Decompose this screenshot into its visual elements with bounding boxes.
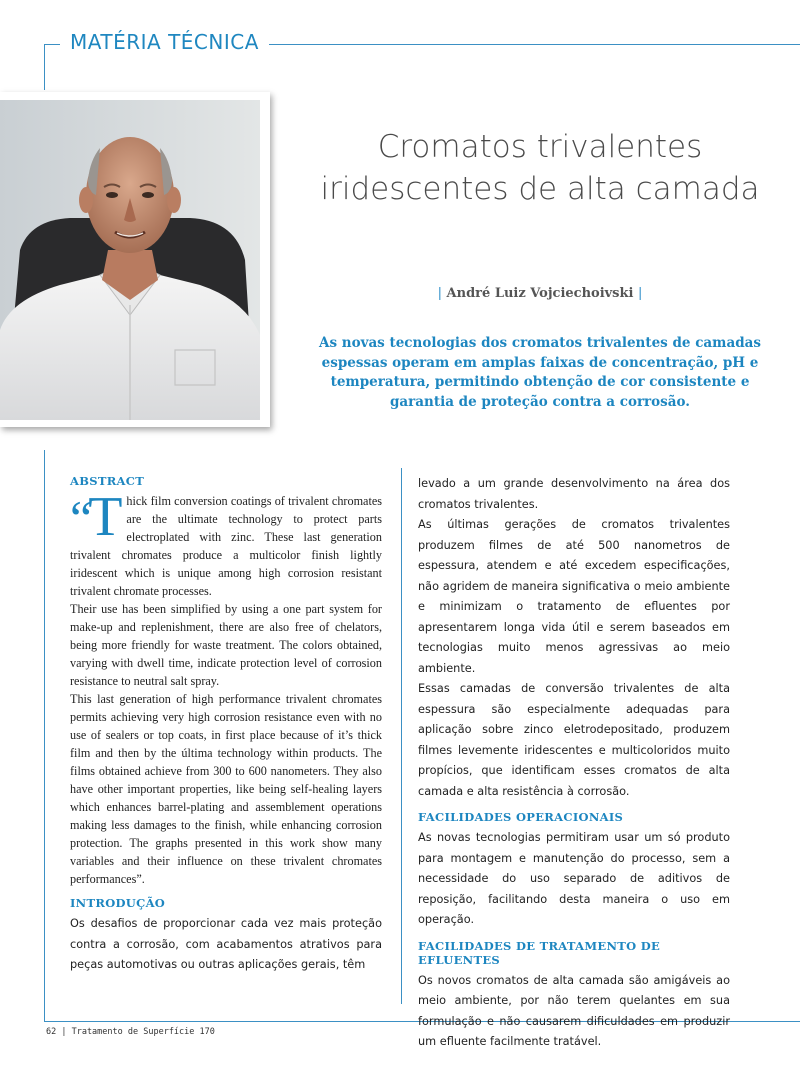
column-divider <box>401 468 402 1004</box>
article-title <box>290 126 790 210</box>
author-photo-frame <box>0 92 270 427</box>
right-paragraph-5: Os novos cromatos de alta camada são amigáveis ao meio ambiente, por não terem quelantes em sua formulação e não causarem dificuldades em produzir um efluente facilmente tratável. <box>418 973 730 1048</box>
page-footer: 62 | Tratamento de Superfície 170 <box>46 1027 215 1037</box>
quote-mark: “ <box>70 490 89 546</box>
right-paragraph-1: levado a um grande desenvolvimento na área dos cromatos trivalentes. <box>418 477 730 511</box>
author-photo <box>0 100 260 420</box>
abstract-paragraph-1 <box>70 486 382 600</box>
right-paragraph-2: As últimas gerações de cromatos trivalentes produzem filmes de até 500 nanometros de espessura, atendem e até excedem especificações, não agridem de maneira significativa o meio ambiente e minimizam o tratamento de efluentes por apresentarem longa vida útil e serem baseados em tecnologias muito menos agressivas ao meio ambiente. <box>418 518 730 675</box>
article-lead: As novas tecnologias dos cromatos trivalentes de camadas espessas operam em amplas faixas de concentração, pH e temperatura, permitindo obtenção de cor consistente e garantia de proteção contra a corrosão. <box>319 335 761 410</box>
facilidades-efluentes-heading: FACILIDADES DE TRATAMENTO DE EFLUENTES <box>418 938 661 967</box>
right-paragraph-4: As novas tecnologias permitiram usar um só produto para montagem e manutenção do processo, sem a necessidade do uso separado de aditivos de reposição, facilitando desta maneira o uso em operação. <box>418 831 730 926</box>
drop-letter: T <box>88 486 123 548</box>
introducao-heading: INTRODUÇÃO <box>70 896 166 910</box>
abstract-heading: ABSTRACT <box>70 474 145 488</box>
author-bar-right: | <box>637 286 643 301</box>
author-name: André Luiz Vojciechoivski <box>446 286 634 301</box>
article-title-line1: Cromatos trivalentes <box>377 129 703 165</box>
abstract-paragraph-3: This last generation of high performance trivalent chromates permits achieving very high corrosion resistance even with no use of sealers or top coats, in first place because of it’s thick film and then by the última technology within products. The films obtained achieve from 300 to 600 nanometers. They also have other important properties, like being self-healing layers which enhances barrel-plating and assemblement operations making less damages to the finish, while enhancing corrosion protection. The graphs presented in this work show many variables and their influence on these trivalent chromates performances”. <box>70 692 382 886</box>
author-bar-left: | <box>437 286 443 301</box>
article-title-line2: iridescentes de alta camada <box>320 171 760 207</box>
section-label: MATÉRIA TÉCNICA <box>60 30 269 54</box>
facilidades-operacionais-heading: FACILIDADES OPERACIONAIS <box>418 810 624 824</box>
drop-cap <box>70 486 123 548</box>
abstract-paragraph-2: Their use has been simplified by using a one part system for make-up and replenishment, there are also free of chelators, being more friendly for waste treatment. The colors obtained, varying with dwell time, indicate protection level of corrosion resistance to neutral salt spray. <box>70 602 382 688</box>
abstract-p1-text: hick film conversion coatings of trivalent chromates are the ultimate technology to protect parts electroplated with zinc. These last generation trivalent chromates produce a multicolor finish lightly iridescent which is unique among high corrosion resistant trivalent chromate processes. <box>70 494 382 598</box>
author-line <box>290 286 790 301</box>
introducao-paragraph: Os desafios de proporcionar cada vez mais proteção contra a corrosão, com acabamentos atrativos para peças automotivas ou outras aplicações gerais, têm <box>70 917 382 971</box>
right-paragraph-3: Essas camadas de conversão trivalentes de alta espessura são especialmente adequadas para aplicação sobre zinco eletrodepositado, produzem filmes levemente iridescentes e multicoloridos muito propícios, que identificam esses cromatos de alta camada e alta resistência à corrosão. <box>418 682 730 798</box>
header-rule-vertical <box>44 44 45 90</box>
left-column <box>70 474 382 976</box>
left-column-rule <box>44 450 45 1022</box>
right-column <box>418 474 730 1053</box>
